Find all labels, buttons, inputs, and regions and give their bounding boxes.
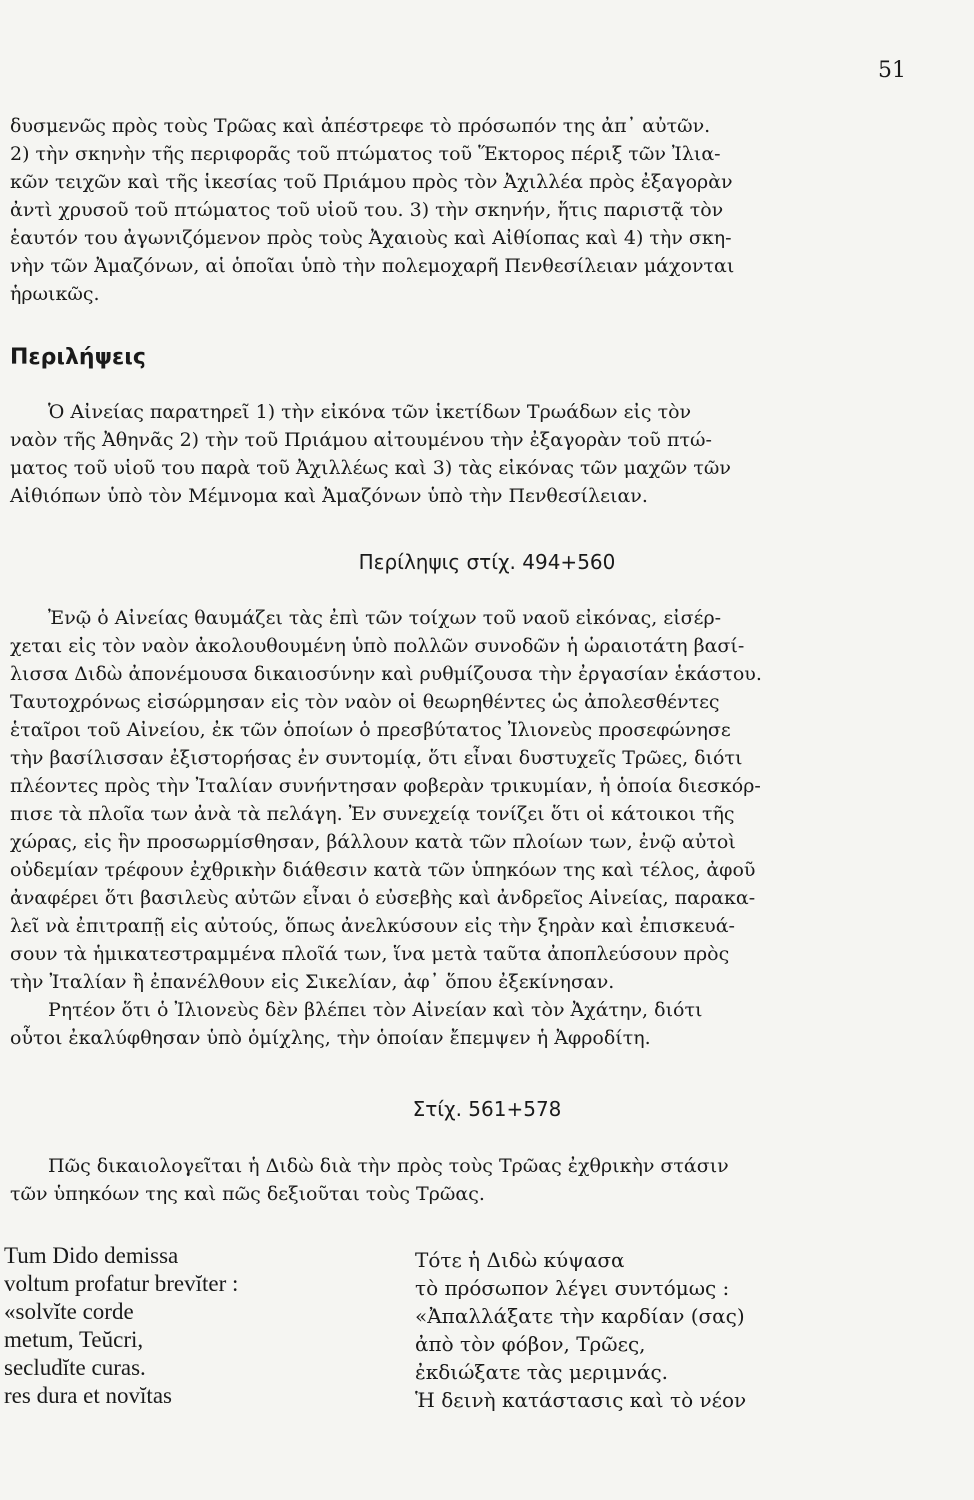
latin-line: voltum profatur brevĭter : [4,1271,239,1296]
text-line: ἑταῖροι τοῦ Αἰνείου, ἐκ τῶν ὁποίων ὁ πρεσβύτατος Ἰλιονεὺς προσεφώνησε [10,719,731,741]
latin-line: secludĭte curas. [4,1355,146,1380]
text-line: ἀναφέρει ὅτι βασιλεὺς αὐτῶν εἶναι ὁ εὐσεβὴς καὶ ἀνδρεῖος Αἰνείας, παρακα- [10,887,756,909]
text-line: χώρας, εἰς ἣν προσωρμίσθησαν, βάλλουν κατὰ τῶν πλοίων των, ἐνῷ αὐτοὶ [10,831,736,853]
text-line: Πῶς δικαιολογεῖται ἡ Διδὼ διὰ τὴν πρὸς τοὺς Τρῶας ἐχθρικὴν στάσιν [48,1155,729,1177]
text-line: λισσα Διδὼ ἀπονέμουσα δικαιοσύνην καὶ ρυθμίζουσα τὴν ἐργασίαν ἑκάστου. [10,663,762,685]
latin-line: res dura et novĭtas [4,1383,172,1408]
text-line: Ἐνῷ ὁ Αἰνείας θαυμάζει τὰς ἐπὶ τῶν τοίχων τοῦ ναοῦ εἰκόνας, εἰσέρ- [48,607,722,629]
text-line: Αἰθιόπων ὑπὸ τὸν Μέμνομα καὶ Ἀμαζόνων ὑπὸ τὴν Πενθεσίλειαν. [10,485,648,507]
text-line: σουν τὰ ἡμικατεστραμμένα πλοῖά των, ἵνα μετὰ ταῦτα ἀποπλεύσουν πρὸς [10,943,730,965]
text-line: κῶν τειχῶν καὶ τῆς ἱκεσίας τοῦ Πριάμου πρὸς τὸν Ἀχιλλέα πρὸς ἐξαγορὰν [10,171,733,193]
latin-line: metum, Teŭcri, [4,1327,144,1352]
text-line: λεῖ νὰ ἐπιτραπῇ εἰς αὐτούς, ὅπως ἀνελκύσουν εἰς τὴν ξηρὰν καὶ ἐπισκευά- [10,915,735,937]
text-line: νὴν τῶν Ἀμαζόνων, αἱ ὁποῖαι ὑπὸ τὴν πολεμοχαρῆ Πενθεσίλειαν μάχονται [10,255,735,277]
text-line: τὴν βασίλισσαν ἐξιστορήσας ἐν συντομίᾳ, ὅτι εἶναι δυστυχεῖς Τρῶες, διότι [10,747,743,769]
intro-paragraph [10,112,910,308]
latin-line: «solvĭte corde [4,1299,134,1324]
text-line: τῶν ὑπηκόων της καὶ πῶς δεξιοῦται τοὺς Τρῶας. [10,1183,485,1205]
section-title-561-578: Στίχ. 561+578 [412,1097,562,1121]
latin-verse [4,1242,238,1410]
text-line: ἑαυτόν του ἀγωνιζόμενον πρὸς τοὺς Ἀχαιοὺς καὶ Αἰθίοπας καὶ 4) τὴν σκη- [10,227,732,249]
section1-paragraph [10,604,910,1052]
text-line: χεται εἰς τὸν ναὸν ἀκολουθουμένη ὑπὸ πολλῶν συνοδῶν ἡ ὡραιοτάτη βασί- [10,635,745,657]
text-line: δυσμενῶς πρὸς τοὺς Τρῶας καὶ ἀπέστρεφε τὸ πρόσωπόν της ἀπ᾽ αὐτῶν. [10,115,711,137]
text-line: πισε τὰ πλοῖα των ἀνὰ τὰ πελάγη. Ἐν συνεχείᾳ τονίζει ὅτι οἱ κάτοικοι τῆς [10,803,735,825]
translation-line: ἀπὸ τὸν φόβον, Τρῶες, [415,1332,646,1356]
section2-paragraph [10,1152,910,1208]
text-line: ἀντὶ χρυσοῦ τοῦ πτώματος τοῦ υἱοῦ του. 3) τὴν σκηνήν, ἥτις παριστᾷ τὸν [10,199,724,221]
text-line: οὗτοι ἐκαλύφθησαν ὑπὸ ὁμίχλης, τὴν ὁποίαν ἔπεμψεν ἡ Ἀφροδίτη. [10,1027,651,1049]
text-line: τὴν Ἰταλίαν ἢ ἐπανέλθουν εἰς Σικελίαν, ἀφ᾽ ὅπου ἐξεκίνησαν. [10,971,615,993]
greek-translation [415,1246,746,1414]
section-title-494-560: Περίληψις στίχ. 494+560 [358,550,616,574]
latin-line: Tum Dido demissa [4,1243,179,1268]
summary-paragraph [10,398,910,510]
text-line: 2) τὴν σκηνὴν τῆς περιφορᾶς τοῦ πτώματος τοῦ Ἕκτορος πέριξ τῶν Ἰλια- [10,143,721,165]
text-line: ματος τοῦ υἱοῦ του παρὰ τοῦ Ἀχιλλέως καὶ 3) τὰς εἰκόνας τῶν μαχῶν τῶν [10,457,731,479]
translation-line: Τότε ἡ Διδὼ κύψασα [415,1248,625,1272]
text-line: ναὸν τῆς Ἀθηνᾶς 2) τὴν τοῦ Πριάμου αἰτουμένου τὴν ἐξαγορὰν τοῦ πτώ- [10,429,712,451]
page-number: 51 [878,58,906,83]
section-heading: Περιλήψεις [10,345,146,370]
translation-line: Ἡ δεινὴ κατάστασις καὶ τὸ νέον [415,1388,747,1412]
text-line: ἡρωικῶς. [10,283,100,305]
text-line: οὐδεμίαν τρέφουν ἐχθρικὴν διάθεσιν κατὰ τῶν ὑπηκόων της καὶ τέλος, ἀφοῦ [10,859,756,881]
text-line: Ρητέον ὅτι ὁ Ἰλιονεὺς δὲν βλέπει τὸν Αἰνείαν καὶ τὸν Ἀχάτην, διότι [48,999,703,1021]
text-line: πλέοντες πρὸς τὴν Ἰταλίαν συνήντησαν φοβερὰν τρικυμίαν, ἡ ὁποία διεσκόρ- [10,775,761,797]
translation-line: «Ἀπαλλάξατε τὴν καρδίαν (σας) [415,1304,745,1328]
translation-line: ἐκδιώξατε τὰς μεριμνάς. [415,1360,669,1384]
text-line: Ταυτοχρόνως εἰσώρμησαν εἰς τὸν ναὸν οἱ θεωρηθέντες ὡς ἀπολεσθέντες [10,691,720,713]
text-line: Ὁ Αἰνείας παρατηρεῖ 1) τὴν εἰκόνα τῶν ἱκετίδων Τρωάδων εἰς τὸν [48,401,692,423]
translation-line: τὸ πρόσωπον λέγει συντόμως : [415,1276,730,1300]
